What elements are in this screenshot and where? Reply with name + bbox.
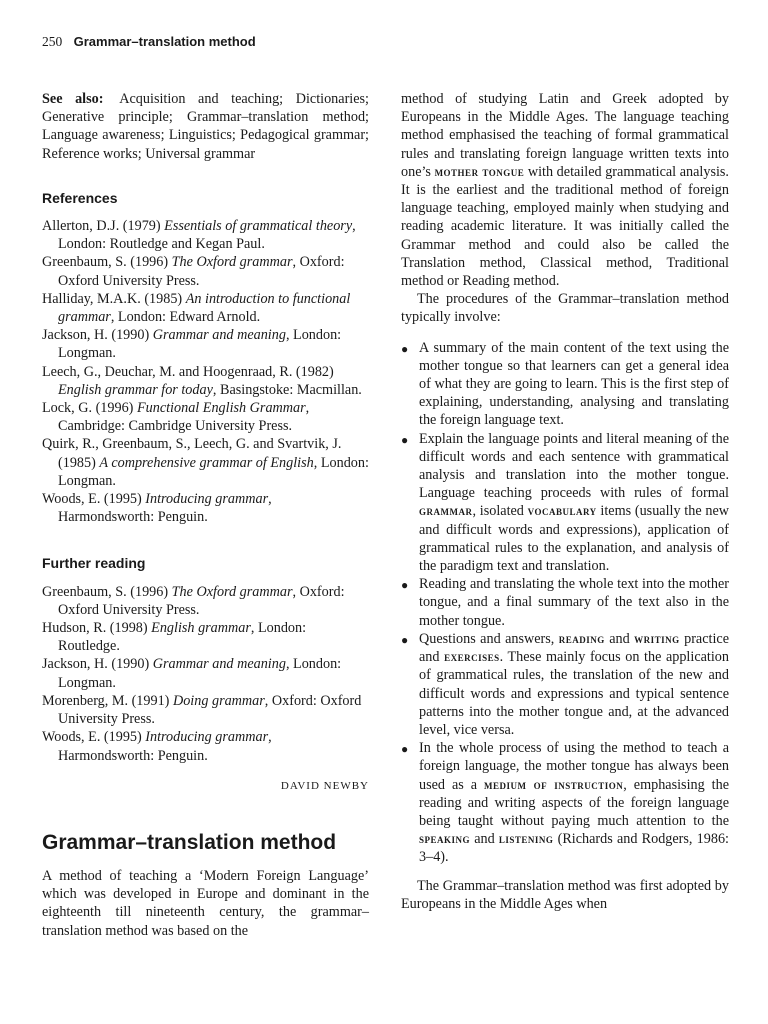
- bullet-icon: ●: [401, 632, 409, 647]
- text-run: with detailed grammatical analysis. It is the earliest and the traditional method of foreign language teaching, employed mainly when studying and reading academic literature. It was initially called the Grammar method and could also be called the Translation method, Classical method, Traditional method or Reading method.: [401, 163, 729, 290]
- reference-entry: [42, 217, 369, 253]
- reference-publisher: , Harmondsworth: Penguin.: [58, 729, 272, 764]
- text-run: items (usually the new and difficult words and expressions), application of grammatical rules to the explanation, and analysis of the paradigm text and translation.: [419, 503, 729, 575]
- text-run: Questions and answers,: [419, 630, 559, 647]
- cross-ref-grammar: grammar: [419, 503, 473, 519]
- text-run: practice and: [419, 630, 729, 666]
- text-run: In the whole process of using the method to teach a foreign language, the mother tongue has always been used as a: [419, 740, 729, 793]
- reference-entry: [42, 253, 369, 289]
- bullet-icon: ●: [401, 432, 409, 447]
- reference-entry: [42, 399, 369, 435]
- references-heading: References: [42, 189, 118, 206]
- cross-ref-mother-tongue: mother tongue: [434, 163, 525, 179]
- reference-title: Introducing grammar: [145, 729, 269, 746]
- text-run: , isolated: [472, 503, 528, 520]
- entry-intro: A method of teaching a ‘Modern Foreign Language’ which was developed in Europe and dominant in the eighteenth till nineteenth century, the grammar–translation method was based on the: [42, 867, 369, 939]
- reference-publisher: , Harmondsworth: Penguin.: [58, 491, 272, 526]
- reference-title: English grammar: [151, 620, 251, 637]
- closing-paragraph: The Grammar–translation method was first adopted by Europeans in the Middle Ages when: [401, 877, 729, 912]
- reference-author-year: Woods, E. (1995): [42, 729, 146, 746]
- references-list: [42, 217, 369, 526]
- running-title: Grammar–translation method: [73, 34, 256, 49]
- reference-title: Doing grammar: [172, 692, 265, 709]
- further-reading-heading: Further reading: [42, 555, 146, 572]
- entry-title: Grammar–translation method: [42, 830, 337, 854]
- reference-author-year: Halliday, M.A.K. (1985): [42, 290, 186, 307]
- text-run: (Richards and Rodgers, 1986: 3–4).: [419, 831, 729, 866]
- reference-title: Introducing grammar: [145, 491, 269, 508]
- reference-entry: [42, 655, 369, 691]
- reference-author-year: Jackson, H. (1990): [42, 656, 153, 673]
- text-run: and: [604, 630, 635, 647]
- running-head: [42, 34, 256, 50]
- reference-publisher: , Oxford: Oxford University Press.: [58, 692, 362, 728]
- reference-author-year: Hudson, R. (1998): [42, 620, 152, 637]
- cross-ref-writing: writing: [634, 630, 680, 646]
- reference-publisher: , London: Longman.: [58, 327, 342, 362]
- reference-publisher: , Oxford: Oxford University Press.: [58, 254, 345, 289]
- list-item: [401, 430, 729, 576]
- list-item: [401, 739, 729, 866]
- reference-entry: [42, 363, 369, 399]
- left-column: [42, 90, 369, 940]
- text-run: A summary of the main content of the text using the mother tongue so that learners can get a general idea of what they are going to learn. This is the first step of explaining, understanding, analysing and translating the foreign language text.: [419, 339, 729, 429]
- list-item: [401, 575, 729, 630]
- reference-author-year: Morenberg, M. (1991): [42, 692, 173, 709]
- reference-author-year: Quirk, R., Greenbaum, S., Leech, G. and Svartvik, J. (1985): [42, 436, 342, 471]
- reference-title: An introduction to functional grammar: [58, 290, 351, 326]
- reference-publisher: , Cambridge: Cambridge University Press.: [58, 400, 310, 435]
- text-run: Reading and translating the whole text into the mother tongue, and a final summary of the text also in the mother tongue.: [419, 576, 729, 629]
- reference-publisher: , London: Edward Arnold.: [110, 309, 261, 326]
- entry-continuation: [401, 90, 729, 290]
- reference-publisher: , Oxford: Oxford University Press.: [58, 583, 345, 618]
- bullet-icon: ●: [401, 578, 409, 593]
- reference-entry: [42, 290, 369, 326]
- text-run: , emphasising the reading and writing aspects of the foreign language being taught without paying much attention to the: [419, 776, 729, 829]
- reference-entry: [42, 326, 369, 362]
- see-also-text: Acquisition and teaching; Dictionaries; Generative principle; Grammar–translation method; Language awareness; Linguistics; Pedagogical grammar; Reference works; Universal grammar: [42, 91, 369, 162]
- reference-author-year: Allerton, D.J. (1979): [42, 218, 165, 235]
- cross-ref-listening: listening: [498, 831, 554, 847]
- cross-ref-speaking: speaking: [419, 831, 471, 847]
- reference-title: Grammar and meaning: [152, 327, 286, 344]
- reference-publisher: , London: Longman.: [58, 454, 369, 489]
- text-run: method of studying Latin and Greek adopted by Europeans in the Middle Ages. The language teaching method emphasised the teaching of formal grammatical rules and translating foreign language written texts into one’s: [401, 91, 729, 180]
- text-run: . These mainly focus on the application of grammatical rules, the translation of the new and difficult words and expressions and typical sentence patterns into the mother tongue and, at the advanced level, vice versa.: [419, 649, 729, 738]
- reference-author-year: Greenbaum, S. (1996): [42, 583, 172, 600]
- reference-title: Grammar and meaning: [152, 656, 286, 673]
- further-reading-list: [42, 583, 369, 765]
- text-run: Explain the language points and literal meaning of the difficult words and each sentence with grammatical analysis and translation into the mother tongue. Language teaching proceeds with rules of formal: [419, 430, 729, 502]
- reference-title: The Oxford grammar: [171, 583, 293, 600]
- text-run: and: [470, 831, 499, 848]
- reference-publisher: , London: Routledge.: [58, 620, 307, 655]
- procedures-intro: The procedures of the Grammar–translation method typically involve:: [401, 291, 729, 326]
- reference-publisher: , London: Longman.: [58, 656, 342, 691]
- page-number: 250: [42, 34, 63, 49]
- list-item: [401, 630, 729, 739]
- see-also: [42, 90, 369, 163]
- reference-title: The Oxford grammar: [171, 254, 293, 271]
- list-item: [401, 339, 729, 430]
- see-also-label: See also:: [42, 91, 104, 107]
- procedures-list: [401, 339, 729, 867]
- cross-ref-medium-of-instruction: medium of instruction: [483, 776, 624, 792]
- bullet-icon: ●: [401, 341, 409, 356]
- reference-author-year: Lock, G. (1996): [42, 400, 137, 417]
- reference-entry: [42, 490, 369, 526]
- reference-author-year: Jackson, H. (1990): [42, 327, 153, 344]
- reference-entry: [42, 619, 369, 655]
- bullet-icon: ●: [401, 742, 409, 757]
- reference-title: English grammar for today: [58, 381, 213, 398]
- reference-entry: [42, 728, 369, 764]
- reference-author-year: Woods, E. (1995): [42, 491, 146, 508]
- cross-ref-vocabulary: vocabulary: [527, 503, 597, 519]
- reference-author-year: Leech, G., Deuchar, M. and Hoogenraad, R. (1982): [42, 363, 334, 380]
- reference-entry: [42, 435, 369, 490]
- cross-ref-exercises: exercises: [444, 649, 500, 665]
- reference-author-year: Greenbaum, S. (1996): [42, 254, 172, 271]
- reference-entry: [42, 583, 369, 619]
- right-column: [401, 90, 729, 913]
- reference-title: Functional English Grammar: [136, 400, 306, 417]
- reference-publisher: , Basingstoke: Macmillan.: [212, 381, 362, 398]
- reference-entry: [42, 692, 369, 728]
- cross-ref-reading: reading: [558, 630, 605, 646]
- reference-title: Essentials of grammatical theory: [164, 218, 353, 235]
- reference-publisher: , London: Routledge and Kegan Paul.: [58, 218, 356, 253]
- author-signature: DAVID NEWBY: [280, 779, 369, 792]
- reference-title: A comprehensive grammar of English: [99, 454, 314, 471]
